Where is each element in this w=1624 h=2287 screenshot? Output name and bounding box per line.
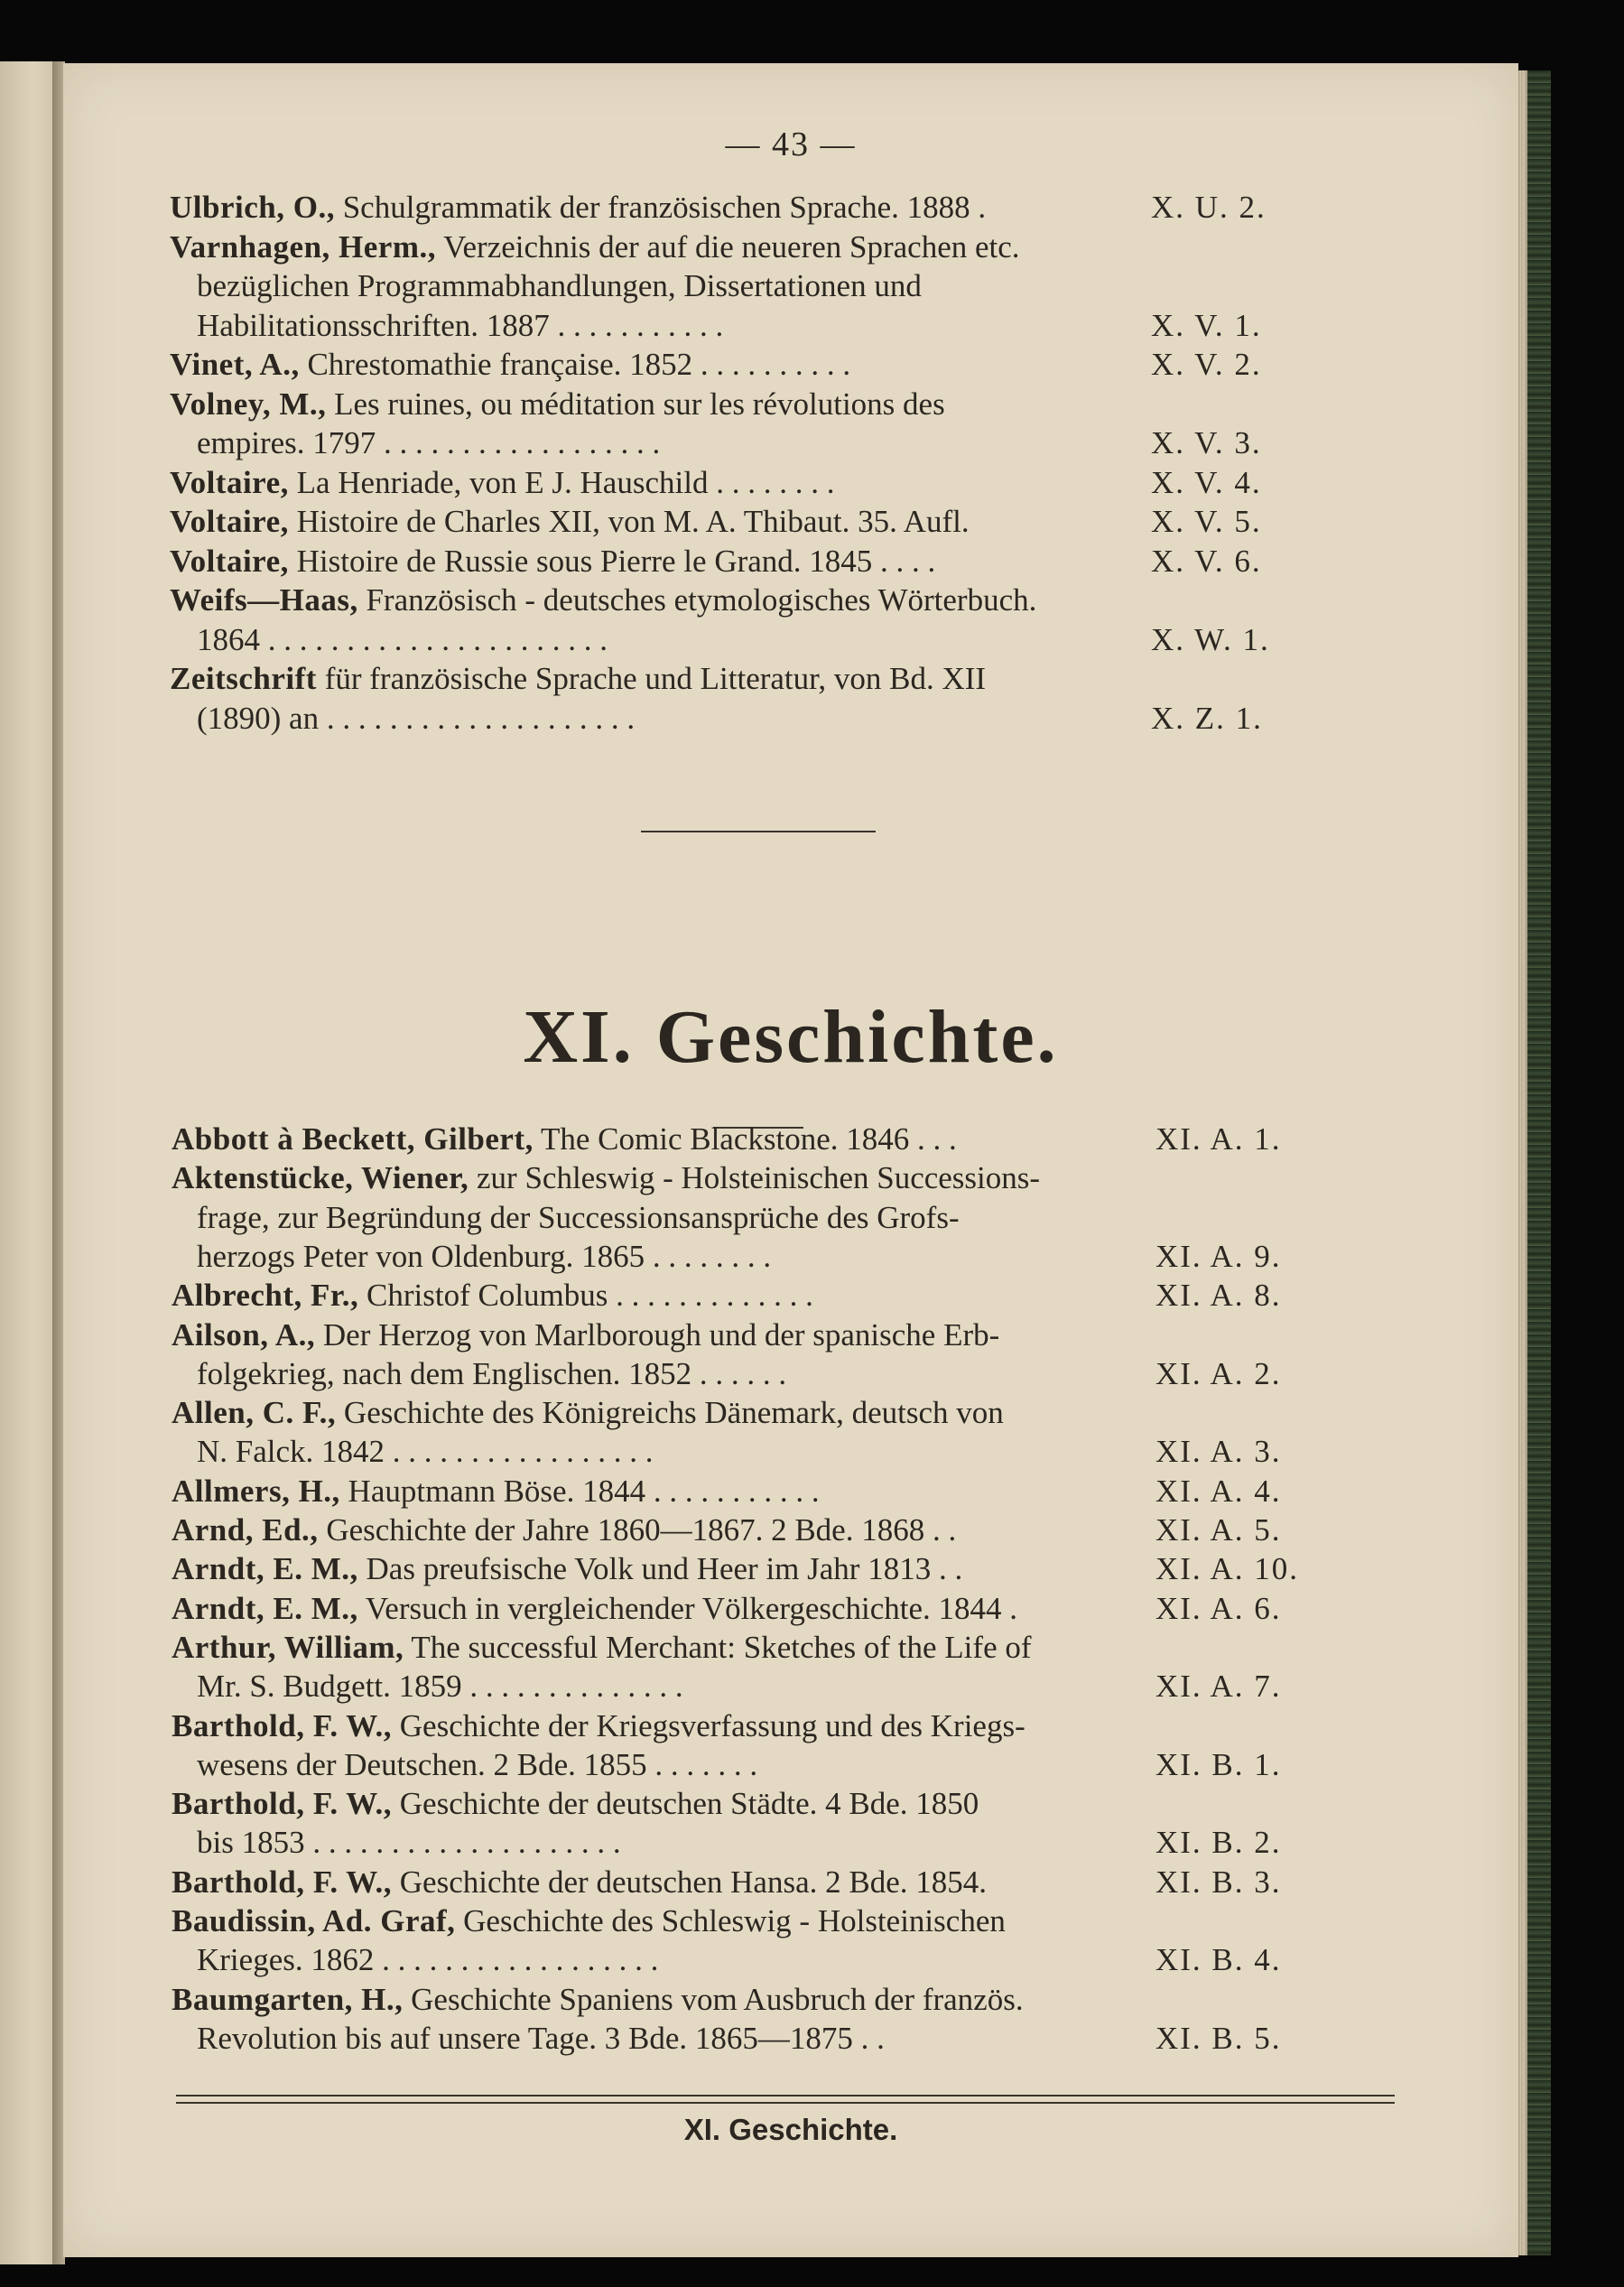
footer-section-label: XI. Geschichte.: [683, 2113, 898, 2146]
shelf-signature: X. V. 3.: [1151, 425, 1262, 460]
entry-text: Versuch in vergleichender Völkergeschichte. 1844 .: [365, 1590, 1018, 1626]
shelf-signature: X. W. 1.: [1151, 621, 1270, 657]
entry-author: Abbott à Beckett, Gilbert,: [172, 1121, 534, 1157]
entry-author: Barthold, F. W.,: [172, 1786, 393, 1822]
entry-author: Arthur, William,: [172, 1629, 404, 1665]
shelf-signature: XI. A. 4.: [1155, 1473, 1282, 1509]
entry-line: [170, 659, 986, 699]
catalog-entry: [63, 1784, 1508, 1863]
entry-text: empires. 1797 . . . . . . . . . . . . . . . . . .: [197, 425, 661, 460]
entry-line: [172, 1980, 1024, 2020]
entry-author: Varnhagen, Herm.,: [170, 228, 436, 265]
entry-author: Arnd, Ed.,: [172, 1512, 319, 1548]
entry-text: La Henriade, von E J. Hauschild . . . . . . . .: [296, 464, 835, 500]
entry-text: Geschichte der Kriegsverfassung und des Kriegs-: [399, 1707, 1025, 1743]
entry-line: [197, 266, 922, 306]
entry-text: Schulgrammatik der französischen Sprache. 1888 .: [342, 190, 987, 225]
entry-line: [170, 581, 1036, 620]
entry-line: [172, 1589, 1017, 1629]
shelf-signature: XI. A. 6.: [1155, 1590, 1282, 1626]
entry-line: [170, 542, 935, 581]
catalog-entry: [63, 1901, 1508, 1980]
entry-text: Hauptmann Böse. 1844 . . . . . . . . . . .: [348, 1473, 820, 1509]
entry-text: herzogs Peter von Oldenburg. 1865 . . . . . . . .: [197, 1238, 772, 1274]
page-number: — 43 —: [725, 126, 857, 163]
entry-author: Baudissin, Ad. Graf,: [172, 1903, 456, 1938]
entry-text: Französisch - deutsches etymologisches Wörterbuch.: [366, 582, 1037, 618]
shelf-signature: XI. A. 1.: [1155, 1121, 1282, 1157]
entry-text: Geschichte des Königreichs Dänemark, deutsch von: [343, 1395, 1004, 1431]
catalog-entry: [63, 1120, 1508, 1158]
entry-line: [197, 2019, 885, 2059]
catalog-entry: [63, 1980, 1508, 2059]
entry-text: Geschichte der Jahre 1860—1867. 2 Bde. 1868 . .: [326, 1512, 957, 1548]
entry-line: [172, 1784, 979, 1824]
shelf-signature: X. V. 4.: [1151, 464, 1262, 500]
entry-text: Das preufsische Volk und Heer im Jahr 1813 . .: [366, 1551, 963, 1587]
shelf-signature: X. V. 1.: [1151, 307, 1262, 343]
entry-line: [172, 1863, 987, 1902]
book-page: [63, 63, 1518, 2257]
entry-author: Aktenstücke, Wiener,: [172, 1160, 469, 1196]
entry-line: [172, 1158, 1040, 1198]
entry-author: Voltaire,: [170, 504, 289, 539]
entry-text: Revolution bis auf unsere Tage. 3 Bde. 1865—1875 . .: [197, 2020, 885, 2056]
catalog-entry: [63, 1589, 1508, 1628]
entry-line: [197, 1237, 771, 1277]
catalog-entry: [63, 1863, 1508, 1901]
entry-text: Chrestomathie française. 1852 . . . . . . . . . .: [307, 347, 851, 382]
entry-line: [172, 1315, 999, 1355]
entry-author: Voltaire,: [170, 543, 289, 579]
left-page-edge: [0, 61, 56, 2264]
entry-text: Der Herzog von Marlborough und der spanische Erb-: [322, 1316, 1000, 1353]
catalog-entry: [63, 542, 1508, 581]
catalog-entry: [63, 659, 1508, 738]
entry-author: Barthold, F. W.,: [172, 1864, 393, 1900]
entry-line: [197, 1432, 654, 1472]
entry-line: [170, 345, 850, 385]
entry-line: [197, 620, 608, 660]
shelf-signature: XI. B. 1.: [1155, 1746, 1282, 1782]
catalog-entry: [63, 1276, 1508, 1315]
catalog-entry: [63, 1472, 1508, 1511]
catalog-entry: [63, 1511, 1508, 1549]
shelf-signature: XI. A. 5.: [1155, 1512, 1282, 1548]
section-title: XI. Geschichte.: [523, 995, 1059, 1079]
entry-text: Geschichte der deutschen Städte. 4 Bde. 1850: [399, 1786, 979, 1822]
shelf-signature: XI. B. 3.: [1155, 1864, 1282, 1900]
entry-text: wesens der Deutschen. 2 Bde. 1855 . . . . . . .: [197, 1746, 758, 1782]
entry-line: [197, 1745, 757, 1785]
entry-author: Baumgarten, H.,: [172, 1981, 404, 2017]
entry-author: Zeitschrift: [170, 661, 317, 696]
entry-line: [172, 1628, 1032, 1668]
entry-line: [172, 1901, 1006, 1941]
entry-author: Ulbrich, O.,: [170, 190, 335, 225]
entry-line: [170, 463, 834, 503]
entry-text: bis 1853 . . . . . . . . . . . . . . . . . . . .: [197, 1825, 621, 1861]
entry-line: [197, 699, 635, 739]
entry-line: [197, 1198, 960, 1238]
shelf-signature: XI. B. 5.: [1155, 2020, 1282, 2056]
catalog-entry: [63, 1628, 1508, 1706]
entry-author: Weifs—Haas,: [170, 582, 358, 618]
shelf-signature: XI. B. 4.: [1155, 1942, 1282, 1978]
entry-text: Histoire de Charles XII, von M. A. Thibaut. 35. Aufl.: [296, 504, 970, 539]
entry-text: 1864 . . . . . . . . . . . . . . . . . . . . . .: [197, 621, 608, 657]
book-cover-edge: [1527, 70, 1551, 2255]
entry-text: Christof Columbus . . . . . . . . . . . . .: [367, 1278, 813, 1314]
catalog-entry: [63, 345, 1508, 385]
entry-line: [172, 1472, 820, 1511]
entry-line: [170, 188, 986, 228]
shelf-signature: X. Z. 1.: [1151, 700, 1263, 736]
entry-text: für französische Sprache und Litteratur, von Bd. XII: [324, 661, 987, 696]
entry-line: [172, 1511, 956, 1550]
entry-line: [172, 1393, 1004, 1433]
entry-text: Les ruines, ou méditation sur les révolutions des: [334, 386, 945, 422]
entry-text: Geschichte der deutschen Hansa. 2 Bde. 1854.: [399, 1864, 987, 1900]
entry-author: Arndt, E. M.,: [172, 1590, 358, 1626]
entry-line: [197, 1354, 786, 1394]
catalog-entry: [63, 188, 1508, 228]
shelf-signature: XI. A. 3.: [1155, 1434, 1282, 1470]
shelf-signature: X. V. 5.: [1151, 504, 1262, 539]
entry-line: [197, 1667, 683, 1706]
catalog-entry: [63, 385, 1508, 463]
entry-line: [197, 1823, 621, 1863]
entry-text: Mr. S. Budgett. 1859 . . . . . . . . . . . . . .: [197, 1669, 683, 1705]
entry-author: Allen, C. F.,: [172, 1395, 337, 1431]
catalog-entry: [63, 463, 1508, 503]
section-divider-rule: [641, 831, 876, 832]
entry-text: Geschichte des Schleswig - Holsteinischen: [463, 1903, 1006, 1938]
catalog-entry: [63, 1158, 1508, 1276]
entry-author: Ailson, A.,: [172, 1316, 316, 1353]
shelf-signature: XI. A. 2.: [1155, 1355, 1282, 1391]
entry-text: (1890) an . . . . . . . . . . . . . . . . . . . .: [197, 700, 636, 736]
catalog-entry: [63, 1315, 1508, 1394]
entry-text: Krieges. 1862 . . . . . . . . . . . . . . . . . .: [197, 1942, 659, 1978]
entry-text: frage, zur Begründung der Successionsansprüche des Grofs-: [197, 1199, 960, 1235]
entry-line: [197, 423, 660, 463]
entry-text: The successful Merchant: Sketches of the Life of: [411, 1629, 1032, 1665]
entry-line: [197, 1940, 658, 1980]
entry-line: [170, 228, 1020, 267]
entry-text: Geschichte Spaniens vom Ausbruch der französ.: [411, 1981, 1024, 2017]
shelf-signature: XI. A. 9.: [1155, 1238, 1282, 1274]
entry-text: Histoire de Russie sous Pierre le Grand. 1845 . . . .: [296, 543, 936, 579]
entry-text: N. Falck. 1842 . . . . . . . . . . . . . . . . .: [197, 1434, 654, 1470]
entry-text: Habilitationsschriften. 1887 . . . . . . . . . . .: [197, 307, 724, 343]
shelf-signature: X. V. 2.: [1151, 347, 1262, 382]
entry-line: [170, 385, 945, 424]
shelf-signature: XI. A. 10.: [1155, 1551, 1300, 1587]
entry-author: Voltaire,: [170, 464, 289, 500]
catalog-entry: [63, 228, 1508, 346]
shelf-signature: XI. A. 7.: [1155, 1669, 1282, 1705]
entry-line: [170, 502, 970, 542]
entry-author: Albrecht, Fr.,: [172, 1278, 359, 1314]
entry-author: Barthold, F. W.,: [172, 1707, 393, 1743]
entry-text: bezüglichen Programmabhandlungen, Dissertationen und: [197, 268, 922, 303]
catalog-entry: [63, 1549, 1508, 1588]
footer-rule-double: [176, 2102, 1395, 2104]
entry-line: [172, 1549, 962, 1589]
entry-author: Vinet, A.,: [170, 347, 300, 382]
catalog-entry: [63, 1706, 1508, 1785]
catalog-entry: [63, 581, 1508, 659]
shelf-signature: X. V. 6.: [1151, 543, 1262, 579]
entry-line: [172, 1120, 957, 1159]
catalog-entry: [63, 1393, 1508, 1472]
shelf-signature: XI. A. 8.: [1155, 1278, 1282, 1314]
entry-text: zur Schleswig - Holsteinischen Successions-: [477, 1160, 1041, 1196]
entry-line: [197, 306, 723, 346]
footer-rule: [176, 2095, 1395, 2096]
entry-author: Arndt, E. M.,: [172, 1551, 358, 1587]
entry-line: [172, 1276, 813, 1315]
entry-text: folgekrieg, nach dem Englischen. 1852 . . . . . .: [197, 1355, 787, 1391]
entry-author: Allmers, H.,: [172, 1473, 340, 1509]
entry-line: [172, 1706, 1025, 1746]
entry-text: Verzeichnis der auf die neueren Sprachen etc.: [443, 228, 1020, 265]
shelf-signature: XI. B. 2.: [1155, 1825, 1282, 1861]
catalog-entry: [63, 502, 1508, 542]
entry-text: The Comic Blackstone. 1846 . . .: [540, 1121, 957, 1157]
entry-author: Volney, M.,: [170, 386, 327, 422]
shelf-signature: X. U. 2.: [1151, 190, 1267, 225]
